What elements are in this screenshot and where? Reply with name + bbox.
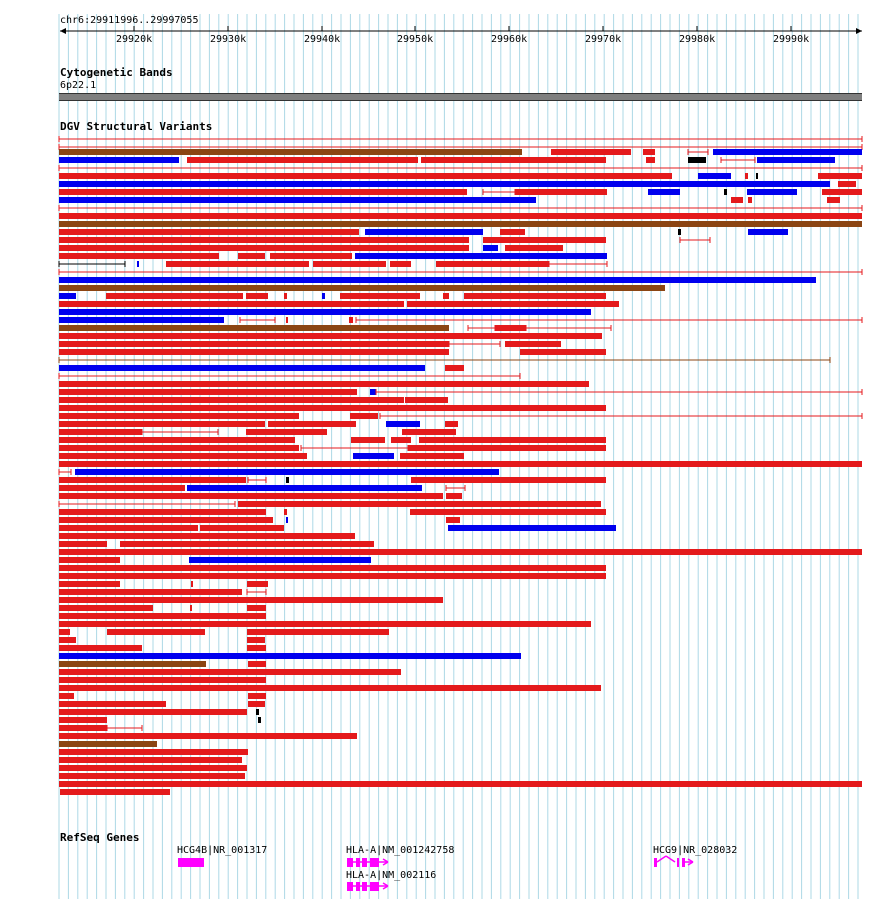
structural-variant <box>59 701 166 707</box>
structural-variant <box>284 509 287 515</box>
structural-variant <box>59 533 355 539</box>
structural-variant <box>59 725 107 731</box>
structural-variant <box>365 229 483 235</box>
structural-variant <box>448 525 616 531</box>
structural-variant <box>59 749 248 755</box>
structural-variant <box>411 477 606 483</box>
structural-variant <box>313 261 386 267</box>
structural-variant <box>370 389 376 395</box>
structural-variant <box>256 709 259 715</box>
structural-variant <box>838 181 856 187</box>
structural-variant <box>678 229 681 235</box>
structural-variant <box>355 253 607 259</box>
structural-variant <box>59 293 76 299</box>
gene-label-hla-a-2[interactable]: HLA-A|NM_002116 <box>346 870 437 881</box>
gene-hcg4b <box>178 858 204 867</box>
structural-variant <box>408 445 606 451</box>
structural-variant <box>648 189 680 195</box>
structural-variant <box>745 173 748 179</box>
structural-variant <box>107 629 205 635</box>
structural-variant <box>59 389 357 395</box>
structural-variant <box>59 485 185 491</box>
structural-variant <box>59 221 862 227</box>
structural-variant <box>59 781 862 787</box>
gene-hla-a-exon <box>362 882 367 891</box>
structural-variant <box>59 213 862 219</box>
structural-variant <box>59 341 449 347</box>
gene-hla-a-exon <box>362 858 367 867</box>
structural-variant <box>59 405 606 411</box>
structural-variant <box>59 733 357 739</box>
structural-variant <box>445 365 464 371</box>
structural-variant <box>59 461 862 467</box>
structural-variant <box>410 509 606 515</box>
structural-variant <box>59 301 404 307</box>
structural-variant <box>59 597 443 603</box>
structural-variant <box>515 189 607 195</box>
structural-variant <box>757 157 800 163</box>
structural-variant <box>59 477 246 483</box>
structural-variant <box>59 517 273 523</box>
structural-variant <box>106 293 243 299</box>
structural-variant <box>190 605 192 611</box>
structural-variant <box>505 341 561 347</box>
structural-variant <box>59 493 443 499</box>
structural-variant <box>247 605 266 611</box>
structural-variant <box>137 261 139 267</box>
ruler-tick-label: 29970k <box>585 34 622 45</box>
structural-variant <box>731 197 743 203</box>
structural-variant <box>59 421 265 427</box>
structural-variant <box>187 157 418 163</box>
structural-variant <box>59 637 76 643</box>
structural-variant <box>284 293 287 299</box>
structural-variant <box>59 581 120 587</box>
gene-hla-a-exon <box>370 858 379 867</box>
structural-variant <box>59 717 107 723</box>
structural-variant <box>483 245 498 251</box>
structural-variant <box>120 541 374 547</box>
structural-variant <box>724 189 727 195</box>
structural-variant <box>59 565 606 571</box>
structural-variant <box>59 229 359 235</box>
structural-variant <box>520 349 606 355</box>
structural-variant <box>495 325 526 331</box>
structural-variant <box>551 149 631 155</box>
structural-variant <box>59 429 142 435</box>
structural-variant <box>59 621 591 627</box>
structural-variant <box>258 717 261 723</box>
structural-variant <box>59 573 606 579</box>
gene-label-hcg9[interactable]: HCG9|NR_028032 <box>653 845 738 856</box>
structural-variant <box>59 237 469 243</box>
structural-variant <box>445 421 458 427</box>
gene-hcg9-exon <box>654 858 657 867</box>
ruler-tick-label: 29960k <box>491 34 528 45</box>
structural-variant <box>247 637 265 643</box>
structural-variant <box>407 301 619 307</box>
structural-variant <box>59 605 153 611</box>
structural-variant <box>286 477 289 483</box>
structural-variant <box>270 253 352 259</box>
gene-label-hla-a-1[interactable]: HLA-A|NM_001242758 <box>346 845 455 856</box>
structural-variant <box>247 645 266 651</box>
structural-variant <box>248 701 265 707</box>
structural-variant <box>59 325 449 331</box>
structural-variant <box>189 557 371 563</box>
structural-variant <box>59 765 247 771</box>
structural-variant <box>643 149 655 155</box>
structural-variant <box>268 421 356 427</box>
structural-variant <box>191 581 193 587</box>
ruler-tick-label: 29930k <box>210 34 247 45</box>
structural-variant <box>59 413 299 419</box>
ruler-tick-label: 29920k <box>116 34 153 45</box>
structural-variant <box>747 189 797 195</box>
structural-variant <box>59 557 120 563</box>
structural-variant <box>187 485 422 491</box>
structural-variant <box>200 525 284 531</box>
gene-hla-a-exon <box>370 882 379 891</box>
structural-variant <box>827 197 840 203</box>
structural-variant <box>405 397 448 403</box>
structural-variant <box>59 173 672 179</box>
structural-variant <box>59 157 179 163</box>
structural-variant <box>59 349 449 355</box>
structural-variant <box>446 517 460 523</box>
ruler-tick-label: 29990k <box>773 34 810 45</box>
structural-variant <box>59 149 522 155</box>
gene-hla-a-exon <box>347 882 353 891</box>
structural-variant <box>59 245 469 251</box>
structural-variant <box>248 693 266 699</box>
structural-variant <box>391 437 411 443</box>
gene-hcg9-intron <box>657 856 666 862</box>
gene-hla-a-exon <box>356 882 360 891</box>
ruler-tick-label: 29950k <box>397 34 434 45</box>
structural-variant <box>698 173 731 179</box>
structural-variant <box>59 317 224 323</box>
structural-variant <box>59 773 245 779</box>
structural-variant <box>59 661 206 667</box>
cytoband-track-title: Cytogenetic Bands <box>60 66 173 79</box>
structural-variant <box>247 629 389 635</box>
structural-variant <box>500 229 525 235</box>
structural-variant <box>421 157 606 163</box>
structural-variant <box>59 653 521 659</box>
structural-variant <box>688 157 706 163</box>
structural-variant <box>238 501 601 507</box>
structural-variant <box>505 245 563 251</box>
structural-variant <box>446 493 462 499</box>
structural-variant <box>248 661 266 667</box>
gene-hcg9-exon <box>682 858 685 867</box>
structural-variant <box>75 469 499 475</box>
structural-variant <box>353 453 394 459</box>
structural-variant <box>59 549 862 555</box>
structural-variant <box>59 525 198 531</box>
gene-hla-a-exon <box>356 858 360 867</box>
structural-variant <box>166 261 309 267</box>
structural-variant <box>59 629 70 635</box>
locus-label: chr6:29911996..29997055 <box>60 15 199 26</box>
structural-variant <box>351 437 385 443</box>
structural-variant <box>59 685 601 691</box>
structural-variant <box>59 381 589 387</box>
gene-hcg9-intron <box>666 856 675 862</box>
structural-variant <box>59 437 295 443</box>
structural-variant <box>286 517 288 523</box>
structural-variant <box>59 645 142 651</box>
structural-variant <box>246 293 268 299</box>
structural-variant <box>419 437 606 443</box>
refseq-track-title: RefSeq Genes <box>60 831 140 844</box>
structural-variant <box>390 261 411 267</box>
structural-variant <box>402 429 456 435</box>
structural-variant <box>713 149 862 155</box>
structural-variant <box>286 317 288 323</box>
structural-variant <box>800 157 835 163</box>
structural-variant <box>350 413 378 419</box>
structural-variant <box>59 509 266 515</box>
structural-variant <box>59 365 425 371</box>
structural-variant <box>247 581 268 587</box>
structural-variant <box>483 237 606 243</box>
structural-variant <box>59 453 307 459</box>
gene-hcg9-exon <box>677 858 679 867</box>
structural-variant <box>59 277 816 283</box>
structural-variant <box>246 429 327 435</box>
gene-hla-a-exon <box>347 858 353 867</box>
structural-variant <box>59 445 299 451</box>
structural-variant <box>400 453 464 459</box>
structural-variant <box>756 173 758 179</box>
structural-variant <box>59 181 830 187</box>
structural-variant <box>59 285 665 291</box>
structural-variant <box>59 613 266 619</box>
structural-variant <box>748 197 752 203</box>
structural-variant <box>349 317 353 323</box>
structural-variant <box>59 333 602 339</box>
gene-label-hcg4b[interactable]: HCG4B|NR_001317 <box>177 845 268 856</box>
dgv-track-title: DGV Structural Variants <box>60 120 213 133</box>
structural-variant <box>59 757 242 763</box>
ruler-tick-label: 29980k <box>679 34 716 45</box>
structural-variant <box>59 677 266 683</box>
structural-variant <box>443 293 449 299</box>
cytoband-label: 6p22.1 <box>60 80 97 91</box>
structural-variant <box>646 157 655 163</box>
structural-variant <box>436 261 549 267</box>
structural-variant <box>59 669 401 675</box>
structural-variant <box>59 589 242 595</box>
ruler-tick-label: 29940k <box>304 34 341 45</box>
structural-variant <box>59 197 536 203</box>
structural-variant <box>748 229 788 235</box>
structural-variant <box>59 397 404 403</box>
structural-variant <box>59 541 107 547</box>
structural-variant <box>59 709 247 715</box>
structural-variant <box>59 253 219 259</box>
structural-variant <box>822 189 862 195</box>
structural-variant <box>464 293 606 299</box>
structural-variant <box>340 293 420 299</box>
structural-variant <box>60 789 170 795</box>
structural-variant <box>59 741 157 747</box>
structural-variant <box>386 421 420 427</box>
structural-variant <box>59 309 591 315</box>
structural-variant <box>322 293 325 299</box>
structural-variant <box>818 173 862 179</box>
structural-variant <box>59 189 467 195</box>
structural-variant <box>238 253 265 259</box>
structural-variant <box>59 693 74 699</box>
